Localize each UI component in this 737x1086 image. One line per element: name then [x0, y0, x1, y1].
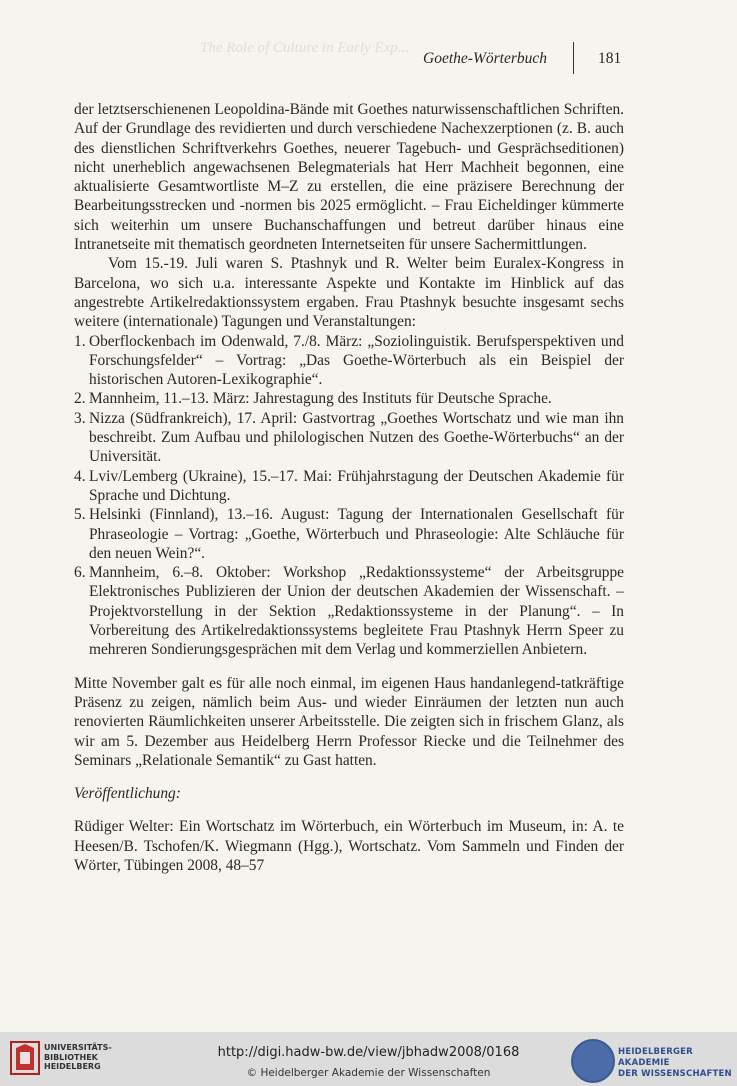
list-item-text: Nizza (Südfrankreich), 17. April: Gastvortrag „Goethes Wortschatz und wie man ihn beschreibt. Zum Aufbau und philologischen Nutzen des Goethe-Wörterbuchs“ an der Universität.	[89, 409, 624, 466]
list-item-text: Lviv/Lemberg (Ukraine), 15.–17. Mai: Frühjahrstagung der Deutschen Akademie für Sprache und Dichtung.	[89, 467, 624, 504]
list-item	[74, 563, 624, 659]
list-item-text: Oberflockenbach im Odenwald, 7./8. März: „Soziolinguistik. Berufsperspektiven und Forschungsfelder“ – Vortrag: „Das Goethe-Wörterbuch als ein Beispiel der historischen Autoren-Lexikographie“.	[89, 332, 624, 389]
spacer	[74, 660, 624, 674]
paragraph: der letztserschienenen Leopoldina-Bände mit Goethes naturwissenschaftlichen Schriften. Auf der Grundlage des revidierten und durch verschiedene Nachexzerptionen (z. B. auch des dienstlichen Schriftverkehrs Goethes, neuerer Tagebuch- und Gesprächseditionen) nicht unerheblich angewachsenen Belegmaterials hat Herr Machheit begonnen, eine aktualisierte Gesamtwortliste M–Z zu erstellen, die eine präzisere Berechnung der Bearbeitungsstrecken und -normen bis 2025 ermöglicht. – Frau Eicheldinger kümmerte sich weiterhin um unsere Buchanschaffungen und betreut darüber hinaus eine Intranetseite mit thematisch geordneten Internetseiten für unsere Sachermittlungen.	[74, 101, 624, 254]
academy-seal-icon	[571, 1039, 615, 1083]
academy-name: HEIDELBERGER AKADEMIE DER WISSENSCHAFTEN	[618, 1047, 732, 1079]
page-header	[0, 50, 737, 74]
list-number: 4.	[74, 467, 86, 485]
list-number: 1.	[74, 332, 86, 350]
list-number: 5.	[74, 506, 86, 524]
spacer	[74, 803, 624, 817]
page-body	[74, 100, 624, 875]
list-item-text: Mannheim, 11.–13. März: Jahrestagung des Instituts für Deutsche Sprache.	[89, 390, 552, 408]
list-item	[74, 389, 624, 408]
page-number: 181	[598, 50, 622, 67]
paragraph: Vom 15.-19. Juli waren S. Ptashnyk und R. Welter beim Euralex-Kongress in Barcelona, wo sich u.a. interessante Aspekte und Kontakte im Hinblick auf das angestrebte Artikelredaktionssystem ergaben. Frau Ptashnyk besuchte insgesamt sechs weitere (internationale) Tagungen und Veranstaltungen:	[74, 255, 624, 331]
paragraph: Mitte November galt es für alle noch einmal, im eigenen Haus handanlegend-tatkräftige Präsenz zu zeigen, nämlich beim Aus- und wieder Einräumen der letzten nun auch renovierten Räumlichkeiten unserer Arbeitsstelle. Die zeigten sich in frischem Glanz, als wir am 5. Dezember aus Heidelberg Herrn Professor Riecke und die Teilnehmer des Seminars „Relationale Semantik“ zu Gast hatten.	[74, 674, 624, 769]
list-item-text: Mannheim, 6.–8. Oktober: Workshop „Redaktionssysteme“ der Arbeitsgruppe Elektronisches Publizieren der Union der deutschen Akademien der Wissenschaft. – Projektvorstellung in der Sektion „Redaktionssysteme in der Planung“. – In Vorbereitung des Artikelredaktionssystems begleitete Frau Ptashnyk Herrn Speer zu mehreren Sondierungsgesprächen mit dem Verlag und kommerziellen Anbietern.	[89, 564, 624, 659]
list-number: 6.	[74, 564, 86, 582]
header-divider	[573, 42, 574, 74]
list-item	[74, 505, 624, 563]
list-item	[74, 467, 624, 506]
bleed-through-text: The Role of Culture in Early Exp...	[200, 40, 409, 56]
list-number: 2.	[74, 390, 86, 408]
copyright-notice: © Heidelberger Akademie der Wissenschaften	[246, 1067, 491, 1079]
permalink[interactable]: http://digi.hadw-bw.de/view/jbhadw2008/0168	[217, 1045, 520, 1060]
list-item-text: Helsinki (Finnland), 13.–16. August: Tagung der Internationalen Gesellschaft für Phraseologie – Vortrag: „Goethe, Wörterbuch und Phraseologie: Alte Schläuche für den neuen Wein?“.	[89, 506, 624, 562]
spacer	[74, 770, 624, 784]
event-list	[74, 332, 624, 660]
viewer-footer	[0, 1032, 737, 1086]
library-name: UNIVERSITÄTS- BIBLIOTHEK HEIDELBERG	[44, 1043, 112, 1071]
list-number: 3.	[74, 409, 86, 427]
running-title: Goethe-Wörterbuch	[423, 50, 547, 67]
list-item	[74, 409, 624, 467]
section-title: Veröffentlichung:	[74, 785, 181, 803]
list-item	[74, 332, 624, 390]
publication-entry: Rüdiger Welter: Ein Wortschatz im Wörterbuch, ein Wörterbuch im Museum, in: A. te Heesen/B. Tschofen/K. Wiegmann (Hgg.), Wortschatz. Vom Sammeln und Finden der Wörter, Tübingen 2008, 48–57	[74, 818, 624, 874]
